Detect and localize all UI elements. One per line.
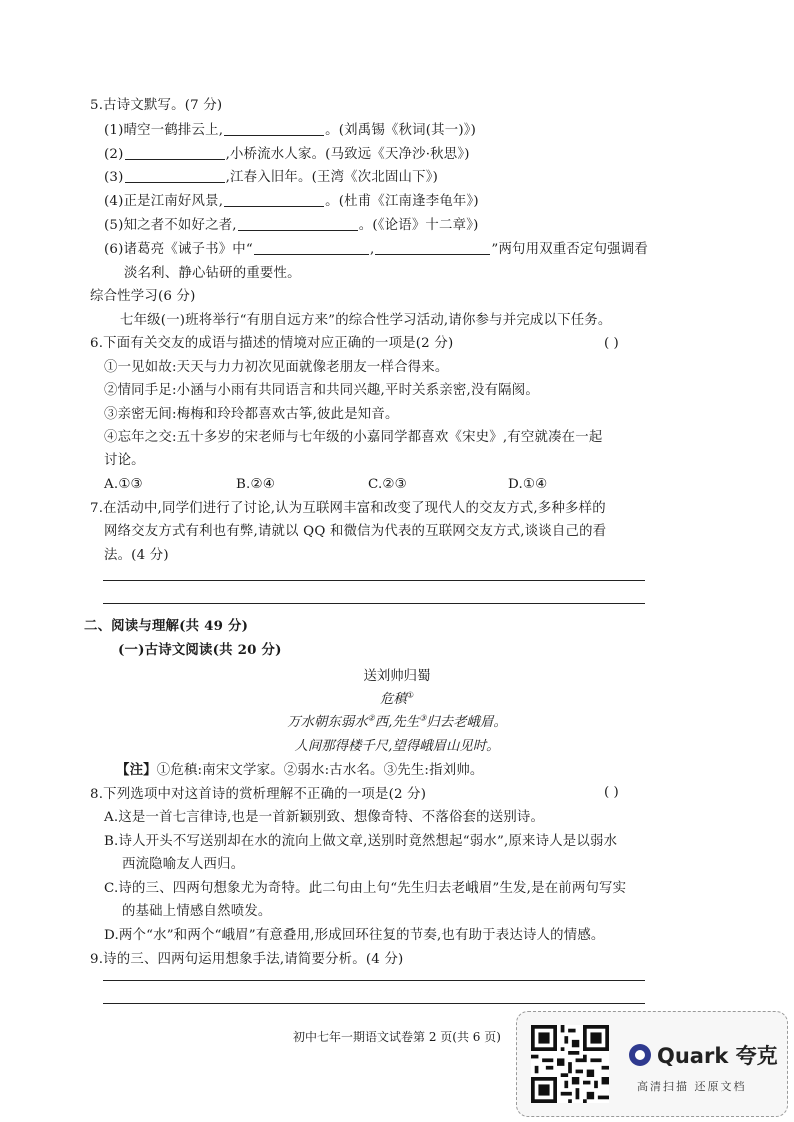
q6-option-4: ④忘年之交:五十多岁的宋老师与七年级的小嘉同学都喜欢《宋史》,有空就凑在一起 bbox=[104, 430, 603, 445]
part-two-heading: 二、阅读与理解(共 49 分) bbox=[84, 618, 249, 634]
q6-choice-c[interactable]: C.②③ bbox=[368, 477, 407, 492]
q5-line-5 bbox=[104, 216, 479, 235]
q5-line-3 bbox=[104, 168, 438, 187]
q9-heading: 9.诗的三、四两句运用想象手法,请简要分析。(4 分) bbox=[90, 952, 404, 967]
q8-option-d[interactable]: D.两个“水”和两个“峨眉”有意叠用,形成回环往复的节奏,也有助于表达诗人的情感。 bbox=[104, 928, 605, 943]
q8-option-c[interactable]: C.诗的三、四两句想象尤为奇特。此二句由上句“先生归去老峨眉”生发,是在前两句写实 bbox=[104, 881, 627, 896]
q6-choice-d[interactable]: D.①④ bbox=[508, 477, 548, 492]
q5-heading: 5.古诗文默写。(7 分) bbox=[90, 98, 223, 113]
q6-option-1: ①一见如故:天天与力力初次见面就像老朋友一样合得来。 bbox=[104, 360, 449, 375]
q5-6-text: (6)诸葛亮《诫子书》中“ bbox=[104, 242, 253, 257]
quark-watermark bbox=[516, 1011, 788, 1117]
section-intro: 七年级(一)班将举行“有朋自远方来”的综合性学习活动,请你参与并完成以下任务。 bbox=[120, 313, 612, 328]
answer-line[interactable] bbox=[103, 1003, 645, 1004]
quark-brand bbox=[629, 1040, 778, 1070]
q6-option-3: ③亲密无间:梅梅和玲玲都喜欢古筝,彼此是知音。 bbox=[104, 407, 399, 422]
footnote-mark: ③ bbox=[419, 713, 427, 723]
note-tag: 【注】 bbox=[116, 762, 157, 778]
footnote-mark: ② bbox=[367, 713, 375, 723]
poem-line-1-a: 万水朝东弱水 bbox=[287, 715, 368, 730]
poem-line-1-c: 归去老峨眉。 bbox=[426, 715, 507, 730]
q6-option-4-cont: 讨论。 bbox=[104, 453, 145, 468]
quark-logo-icon bbox=[629, 1044, 651, 1066]
q5-line-1 bbox=[104, 121, 476, 140]
answer-blank[interactable] bbox=[125, 145, 225, 160]
q6-choice-b[interactable]: B.②④ bbox=[236, 477, 275, 492]
q5-4-text: (4)正是江南好风景, bbox=[104, 194, 224, 209]
quark-slogan: 高清扫描 还原文档 bbox=[637, 1080, 747, 1093]
q5-6-comma: , bbox=[369, 242, 375, 257]
q5-5-text: (5)知之者不如好之者, bbox=[104, 218, 237, 233]
q7-line-2: 网络交友方式有利也有弊,请就以 QQ 和微信为代表的互联网交友方式,谈谈自己的看 bbox=[104, 524, 607, 539]
q7-line-1: 7.在活动中,同学们进行了讨论,认为互联网丰富和改变了现代人的交友方式,多种多样的 bbox=[90, 501, 606, 516]
q8-option-a[interactable]: A.这是一首七言律诗,也是一首新颖别致、想像奇特、不落俗套的送别诗。 bbox=[104, 810, 545, 825]
poem-note bbox=[116, 761, 484, 780]
q5-3-text: ,江春入旧年。(王湾《次北固山下》) bbox=[225, 170, 439, 185]
q5-4-source: 。(杜甫《江南逢李龟年》) bbox=[325, 194, 479, 209]
q6-heading: 6.下面有关交友的成语与描述的情境对应正确的一项是(2 分) bbox=[90, 336, 454, 351]
q8-heading: 8.下列选项中对这首诗的赏析理解不正确的一项是(2 分) bbox=[90, 787, 427, 802]
quark-brand-text: Quark 夸克 bbox=[657, 1044, 778, 1068]
page-footer: 初中七年一期语文试卷第 2 页(共 6 页) bbox=[293, 1030, 501, 1044]
answer-paren[interactable]: ( ) bbox=[604, 785, 619, 800]
answer-blank[interactable] bbox=[375, 240, 490, 255]
q5-1-text: (1)晴空一鹤排云上, bbox=[104, 123, 224, 138]
q5-line-6 bbox=[104, 240, 648, 259]
q8-option-b-cont: 西流隐喻友人西归。 bbox=[122, 857, 245, 872]
poem-line-2: 人间那得楼千尺,望得峨眉山见时。 bbox=[294, 739, 500, 754]
answer-blank[interactable] bbox=[254, 240, 369, 255]
answer-blank[interactable] bbox=[238, 216, 358, 231]
answer-line[interactable] bbox=[103, 603, 645, 604]
q8-option-b[interactable]: B.诗人开头不写送别却在水的流向上做文章,送别时竟然想起“弱水”,原来诗人是以弱水 bbox=[104, 834, 618, 849]
q5-2-num: (2) bbox=[104, 147, 124, 162]
answer-blank[interactable] bbox=[125, 168, 225, 183]
q7-line-3: 法。(4 分) bbox=[104, 548, 169, 563]
answer-paren[interactable]: ( ) bbox=[604, 336, 619, 351]
answer-blank[interactable] bbox=[224, 121, 324, 136]
answer-line[interactable] bbox=[103, 580, 645, 581]
answer-line[interactable] bbox=[103, 980, 645, 981]
q5-2-text: ,小桥流水人家。(马致远《天净沙·秋思》) bbox=[225, 147, 470, 162]
q5-1-source: 。(刘禹锡《秋词(其一)》) bbox=[325, 123, 477, 138]
q5-line-2 bbox=[104, 145, 470, 164]
q6-option-2: ②情同手足:小涵与小雨有共同语言和共同兴趣,平时关系亲密,没有隔阂。 bbox=[104, 383, 539, 398]
poem-title: 送刘帅归蜀 bbox=[363, 669, 431, 684]
q6-choice-a[interactable]: A.①③ bbox=[104, 477, 143, 492]
poem-line-1 bbox=[0, 713, 794, 732]
note-text: ①危稹:南宋文学家。②弱水:古水名。③先生:指刘帅。 bbox=[156, 763, 484, 778]
part-two-subheading: (一)古诗文阅读(共 20 分) bbox=[118, 642, 282, 658]
q5-line-6-cont: 淡名利、静心钻研的重要性。 bbox=[124, 266, 301, 281]
q8-option-c-cont: 的基础上情感自然喷发。 bbox=[122, 904, 272, 919]
poem-author-name: 危稹 bbox=[380, 692, 407, 707]
section-heading: 综合性学习(6 分) bbox=[90, 289, 196, 304]
answer-blank[interactable] bbox=[224, 192, 324, 207]
footnote-mark: ① bbox=[406, 690, 414, 700]
q5-5-source: 。(《论语》十二章》) bbox=[358, 218, 479, 233]
q5-6-tail: ”两句用双重否定句强调看 bbox=[491, 242, 648, 257]
qr-code-icon bbox=[531, 1025, 609, 1103]
poem-author bbox=[0, 690, 794, 709]
q5-3-num: (3) bbox=[104, 170, 124, 185]
poem-line-1-b: 西,先生 bbox=[374, 715, 420, 730]
q5-line-4 bbox=[104, 192, 479, 211]
